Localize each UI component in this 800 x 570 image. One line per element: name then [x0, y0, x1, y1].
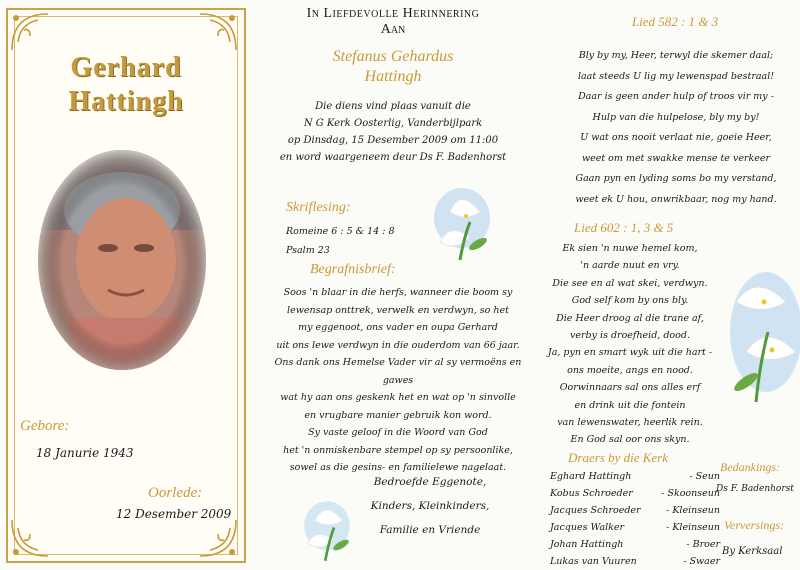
hymn2-line: 'n aarde nuut en vry. [580, 260, 680, 272]
obituary-line: Soos 'n blaar in die herfs, wanneer die boom sy [283, 287, 513, 298]
bearer-relation: - Swaer [683, 556, 720, 567]
bearer-name: Jacques Walker [550, 522, 625, 533]
closing-line: Kinders, Kleinkinders, [370, 500, 490, 512]
hymn2-label: Lied 602 : 1, 3 & 5 [574, 220, 674, 235]
obituary-line: en vrugbare manier gebruik kon word. [304, 409, 492, 421]
service-line: en word waargeneem deur Ds F. Badenhorst [279, 152, 507, 163]
obituary-line: Sy vaste geloof in die Woord van God [308, 427, 488, 438]
scripture-line: Romeine 6 : 5 & 14 : 8 [286, 226, 395, 237]
hymn1-line: Gaan pyn en lyding soms bo my verstand, [575, 173, 777, 184]
bearer-name: Johan Hattingh [550, 539, 624, 550]
hymn1-line: weet ek U hou, onwrikbaar, nog my hand. [575, 193, 777, 205]
bearer-row [550, 485, 720, 502]
obituary-label: Begrafnisbrief: [310, 262, 396, 277]
bearer-row [550, 468, 720, 485]
bearer-relation: - Kleinseun [666, 522, 720, 533]
obituary-line: Ons dank ons Hemelse Vader vir al sy vermoëns en gawes [274, 357, 522, 386]
flourish-top-left-icon [10, 12, 50, 52]
bearers-label: Draers by die Kerk [568, 450, 669, 465]
refreshments-value: By Kerksaal [722, 546, 783, 557]
born-label: Gebore: [20, 418, 70, 434]
obituary-text [268, 284, 528, 477]
cover-first-name: Gerhard [70, 52, 182, 83]
bearer-row [550, 536, 720, 553]
flourish-top-right-icon [198, 12, 238, 52]
hymn2-line: verby is droefheid, dood. [570, 330, 690, 342]
flourish-bottom-right-icon [198, 518, 238, 558]
hymn2-line: Ja, pyn en smart wyk uit die hart - [547, 347, 713, 359]
thanks-value: Ds F. Badenhorst [716, 484, 794, 494]
scripture-readings [286, 222, 395, 260]
refreshments-label: Verversings: [724, 518, 784, 532]
bearer-row [550, 519, 720, 536]
hymn2-line: God self kom by ons bly. [571, 295, 689, 307]
hymn2-line: Ek sien 'n nuwe hemel kom, [562, 243, 698, 254]
hymn1-line: Bly by my, Heer, terwyl die skemer daal; [578, 50, 774, 61]
bearer-name: Eghard Hattingh [550, 471, 632, 482]
heading-to: Aan [380, 22, 406, 37]
obituary-line: uit ons lewe verdwyn in die ouderdom van 66 jaar. [276, 339, 520, 351]
heading-in-loving-memory: In Liefdevolle Herinnering [306, 6, 480, 21]
portrait-photo [38, 150, 206, 370]
hymn1-line: Daar is geen ander hulp of troos vir my - [578, 91, 774, 102]
obituary-line: my eggenoot, ons vader en oupa Gerhard [298, 322, 498, 333]
bearer-row [550, 502, 720, 519]
full-name-line1: Stefanus Gehardus [332, 48, 454, 65]
bearers-list [550, 468, 720, 570]
hymn2-line: en drink uit die fontein [574, 399, 686, 411]
hymn2-line: Die Heer droog al die trane af, [556, 312, 704, 324]
obituary-line: wat hy aan ons geskenk het en wat op 'n sinvolle [280, 392, 516, 403]
hymn1-line: Hulp van die hulpelose, bly my by! [592, 111, 760, 123]
hymn1-text [556, 46, 796, 210]
bearer-name: Lukas van Vuuren [550, 556, 637, 567]
bearer-relation: - Kleinseun [666, 505, 720, 516]
hymn2-line: Die see en al wat skei, verdwyn. [552, 277, 708, 289]
full-name-line2: Hattingh [364, 68, 422, 85]
lily-flower-large-icon [716, 262, 800, 402]
hymn1-line: U wat ons nooit verlaat nie, goeie Heer, [580, 132, 772, 143]
portrait-illustration [38, 150, 206, 370]
closing-signature [340, 470, 520, 542]
lily-flower-icon [420, 182, 500, 262]
service-line: op Dinsdag, 15 Desember 2009 om 11:00 [287, 135, 499, 146]
bearer-name: Jacques Schroeder [550, 505, 641, 516]
died-date: 12 Desember 2009 [116, 507, 232, 521]
hymn2-line: ons moeite, angs en nood. [567, 364, 693, 376]
hymn2-line: van lewenswater, heerlik rein. [557, 417, 703, 429]
bearer-relation: - Broer [686, 539, 720, 550]
scripture-line: Psalm 23 [286, 245, 330, 256]
service-details [268, 98, 518, 166]
hymn2-line: En God sal oor ons skyn. [570, 434, 690, 446]
bearer-row [550, 553, 720, 570]
service-line: N G Kerk Oosterlig, Vanderbijlpark [303, 118, 483, 129]
died-label: Oorlede: [148, 485, 203, 501]
scripture-label: Skriflesing: [286, 200, 351, 215]
flourish-bottom-left-icon [10, 518, 50, 558]
hymn2-line: Oorwinnaars sal ons alles erf [559, 382, 701, 394]
closing-line: Bedroefde Eggenote, [373, 476, 487, 488]
closing-line: Familie en Vriende [379, 524, 481, 536]
bearer-relation: - Seun [689, 471, 720, 482]
born-date: 18 Janurie 1943 [36, 446, 134, 460]
bearer-relation: - Skoonseun [661, 488, 720, 499]
hymn1-line: laat steeds U lig my lewenspad bestraal! [577, 70, 775, 82]
bearer-name: Kobus Schroeder [550, 488, 633, 499]
service-line: Die diens vind plaas vanuit die [315, 101, 471, 112]
thanks-label: Bedankings: [720, 460, 780, 474]
obituary-line: sowel as die gesins- en familielewe nagelaat. [289, 462, 507, 473]
hymn1-line: weet om met swakke mense te verkeer [581, 152, 771, 164]
cover-last-name: Hattingh [68, 86, 184, 117]
obituary-line: lewensap onttrek, verwelk en verdwyn, so het [287, 304, 509, 316]
hymn2-text [540, 240, 720, 449]
obituary-line: het 'n onmiskenbare stempel op sy persoonlike, [283, 444, 513, 456]
hymn1-label: Lied 582 : 1 & 3 [631, 14, 719, 29]
